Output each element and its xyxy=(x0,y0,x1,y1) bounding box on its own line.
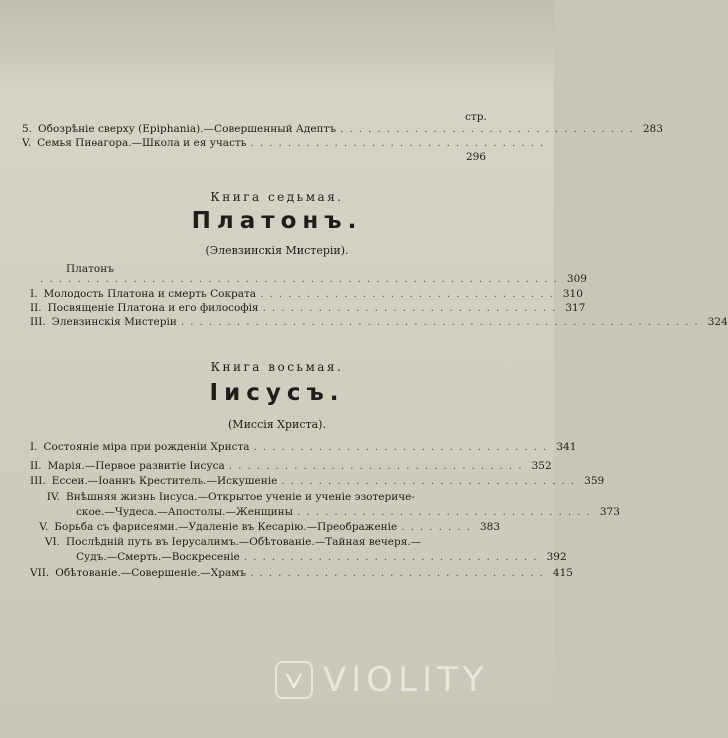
toc-entry xyxy=(30,566,573,580)
toc-entry xyxy=(30,272,587,286)
entry-page: 352 xyxy=(531,460,552,472)
entry-title: Платонъ xyxy=(66,263,114,275)
entry-page: 392 xyxy=(546,551,567,563)
entry-number: 5. xyxy=(22,123,33,135)
dot-leader: ................................ xyxy=(250,567,549,579)
toc-entry xyxy=(30,535,500,549)
book-subtitle: (Миссія Христа). xyxy=(228,418,326,431)
toc-entry xyxy=(30,315,728,329)
book-heading: Книга седьмая. xyxy=(210,190,344,204)
entry-title: Ессеи.—Іоаннъ Креститель.—Искушеніе xyxy=(51,475,278,487)
entry-number: VII. xyxy=(30,567,50,579)
violity-logo-icon xyxy=(275,661,313,699)
entry-page: 296 xyxy=(466,151,487,163)
entry-page: 309 xyxy=(566,273,587,285)
entry-number: II. xyxy=(30,302,42,314)
entry-title: Внѣшняя жизнь Іисуса.—Открытое ученіе и ученіе эзотериче- xyxy=(66,491,415,503)
dot-leader: ........ xyxy=(401,521,476,533)
entry-number: I. xyxy=(30,288,38,300)
toc-entry-continuation xyxy=(30,550,567,564)
violity-watermark xyxy=(275,660,489,700)
dot-leader: ................................ xyxy=(228,460,528,472)
dot-leader: ................................ xyxy=(253,441,553,453)
entry-page: 324 xyxy=(707,316,728,328)
entry-title: Борьба съ фарисеями.—Удаленіе въ Кесарію.—Преображеніе xyxy=(54,521,398,533)
entry-page: 283 xyxy=(642,123,663,135)
book-subtitle: (Элевзинскія Мистеріи). xyxy=(205,244,349,257)
entry-number: III. xyxy=(30,316,46,328)
entry-number: III. xyxy=(30,475,46,487)
entry-title: Элевзинскія Мистеріи xyxy=(51,316,177,328)
entry-number: V. xyxy=(22,137,32,149)
dot-leader: ................................ xyxy=(297,506,596,518)
book-heading: Книга восьмая. xyxy=(210,360,344,374)
entry-page: 341 xyxy=(556,441,577,453)
entry-page: 383 xyxy=(479,521,500,533)
entry-number: I. xyxy=(30,441,38,453)
entry-number: II. xyxy=(30,460,42,472)
entry-page: 373 xyxy=(599,506,620,518)
dot-leader: ................................ xyxy=(243,551,543,563)
toc-entry xyxy=(30,474,605,488)
entry-title: Посвященіе Платона и его философія xyxy=(47,302,259,314)
page-column-header: стр. xyxy=(465,111,487,123)
entry-title: Обѣтованіе.—Совершеніе.—Храмъ xyxy=(55,567,247,579)
toc-entry xyxy=(22,122,663,136)
entry-page: 317 xyxy=(565,302,586,314)
book-title: Платонъ. xyxy=(191,208,363,234)
entry-number: VI. xyxy=(44,536,60,548)
toc-entry xyxy=(30,287,583,301)
dot-leader: ........................................................ xyxy=(180,316,704,328)
entry-page: 310 xyxy=(562,288,583,300)
entry-title-continuation: ское.—Чудеса.—Апостолы.—Женщины xyxy=(76,506,294,518)
book-title: Іисусъ. xyxy=(209,380,345,406)
entry-title-continuation: Судъ.—Смерть.—Воскресеніе xyxy=(76,551,240,563)
toc-entry xyxy=(30,440,577,454)
dot-leader: ................................ xyxy=(260,288,559,300)
entry-number: V. xyxy=(39,521,49,533)
entry-number: IV. xyxy=(46,491,60,503)
toc-entry xyxy=(30,301,586,315)
dot-leader: ................................ xyxy=(250,137,550,149)
entry-title: Молодость Платона и смерть Сократа xyxy=(43,288,257,300)
entry-page: 359 xyxy=(584,475,605,487)
dot-leader: ........................................................ xyxy=(40,273,563,285)
toc-entry xyxy=(30,459,552,473)
watermark-text: VIOLITY xyxy=(323,660,489,700)
entry-title: Послѣдній путь въ Іерусалимъ.—Обѣтованіе.—Тайная вечеря.— xyxy=(66,536,422,548)
entry-title: Состояніе міра при рожденіи Христа xyxy=(43,441,250,453)
dot-leader: ................................ xyxy=(262,302,562,314)
entry-title: Обозрѣніе сверху (Epiphania).—Совершенный Адептъ xyxy=(38,123,337,135)
page-shadow xyxy=(0,0,554,95)
dot-leader: ................................ xyxy=(281,475,581,487)
entry-title: Марія.—Первое развитіе Іисуса xyxy=(47,460,225,472)
toc-entry xyxy=(22,136,550,150)
dot-leader: ................................ xyxy=(340,123,639,135)
toc-entry xyxy=(30,520,500,534)
toc-entry xyxy=(30,490,500,504)
entry-title: Семья Пиѳагора.—Школа и ея участь xyxy=(37,137,247,149)
toc-entry-continuation xyxy=(30,505,620,519)
entry-page: 415 xyxy=(552,567,573,579)
